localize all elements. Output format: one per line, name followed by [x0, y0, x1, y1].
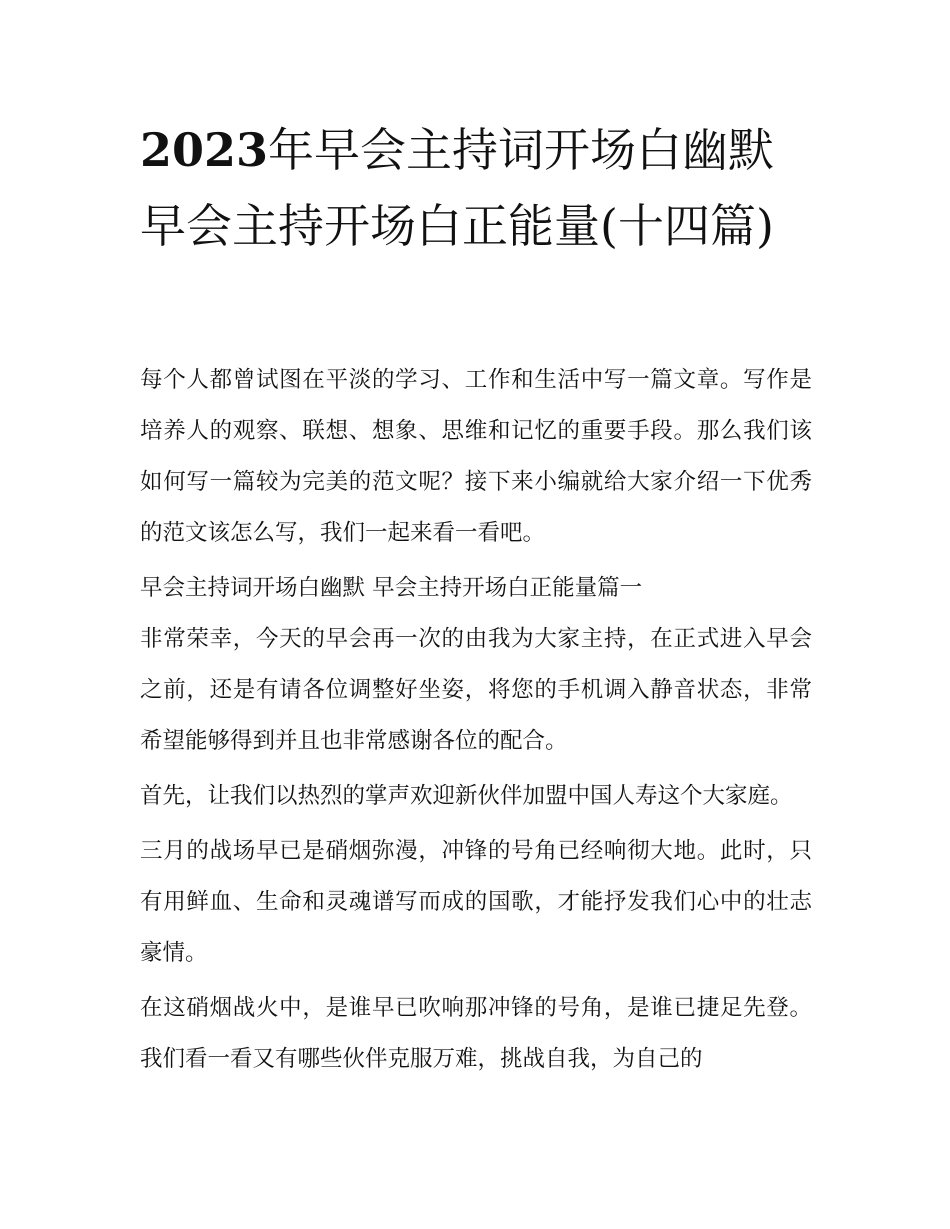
document-body — [140, 355, 812, 1089]
paragraph-applause: 首先，让我们以热烈的掌声欢迎新伙伴加盟中国人寿这个大家庭。 — [140, 783, 793, 809]
paragraph-welcome: 非常荣幸，今天的早会再一次的由我为大家主持，在正式进入早会之前，还是有请各位调整好坐姿，将您的手机调入静音状态，非常希望能够得到并且也非常感谢各位的配合。 — [140, 626, 812, 754]
paragraph-intro: 每个人都曾试图在平淡的学习、工作和生活中写一篇文章。写作是培养人的观察、联想、想象、思维和记忆的重要手段。那么我们该如何写一篇较为完美的范文呢？接下来小编就给大家介绍一下优秀的范文该怎么写，我们一起来看一看吧。 — [140, 367, 812, 546]
paragraph-battlefield: 三月的战场早已是硝烟弥漫，冲锋的号角已经响彻大地。此时，只有用鲜血、生命和灵魂谱写而成的国歌，才能抒发我们心中的壮志豪情。 — [140, 838, 812, 966]
title-year: 2023 — [140, 123, 269, 177]
section-heading: 早会主持词开场白幽默 早会主持开场白正能量篇一 — [140, 575, 643, 601]
title-text: 年早会主持词开场白幽默早会主持开场白正能量(十四篇) — [140, 123, 775, 253]
paragraph-smoke: 在这硝烟战火中，是谁早已吹响那冲锋的号角，是谁已捷足先登。我们看一看又有哪些伙伴克服万难，挑战自我，为自己的 — [140, 995, 812, 1072]
document-title — [140, 112, 820, 264]
